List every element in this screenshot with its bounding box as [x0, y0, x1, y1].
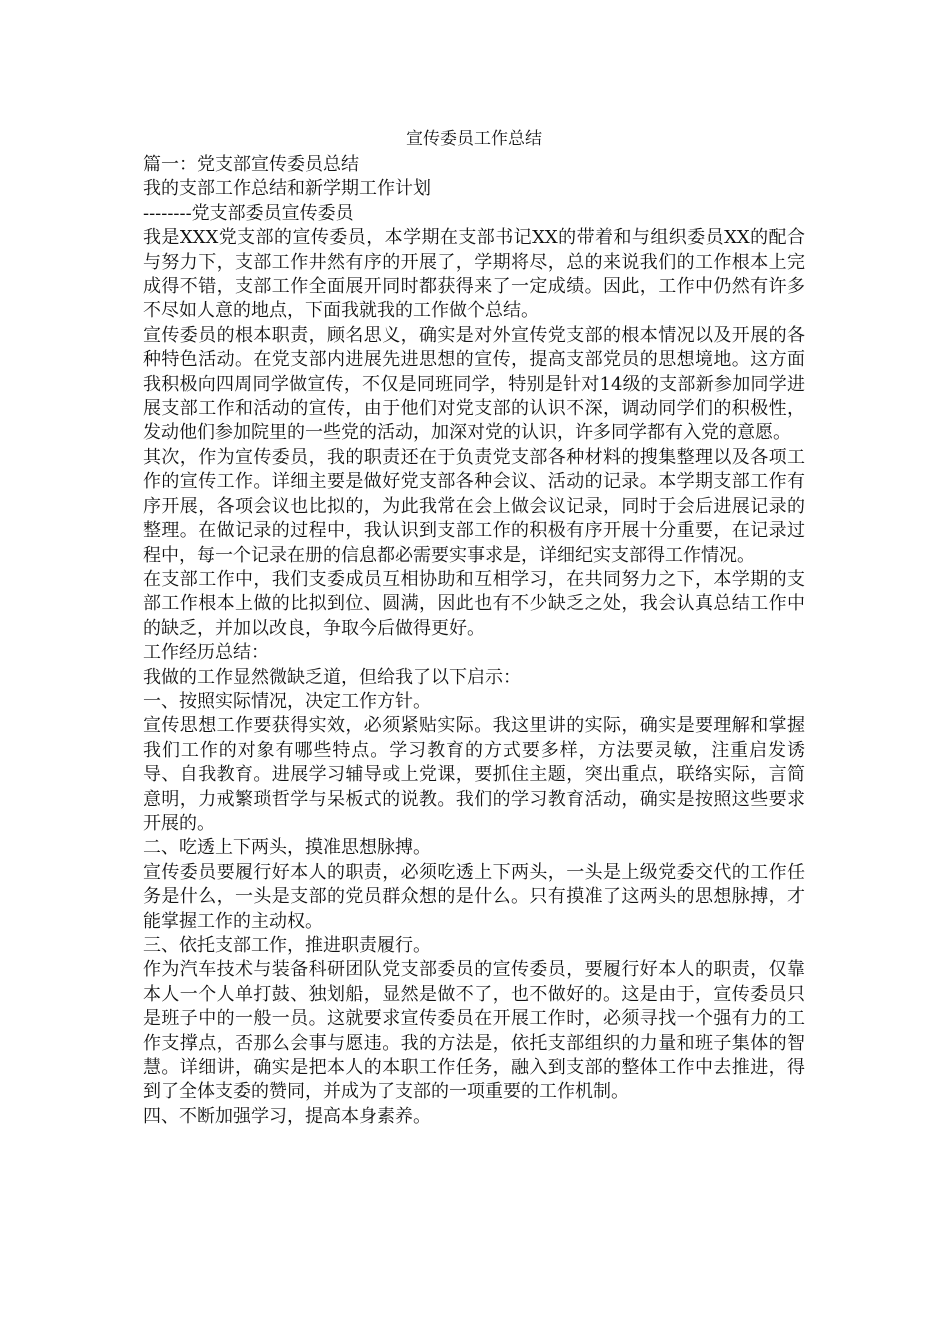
paragraph: 篇一：党支部宣传委员总结	[143, 154, 359, 175]
paragraph: 宣传思想工作要获得实效，必须紧贴实际。我这里讲的实际，确实是要理解和掌握我们工作的对象有哪些特点。学习教育的方式要多样，方法要灵敏，注重启发诱导、自我教育。进展学习辅导或上党课，要抓住主题，突出重点，联络实际，言简意明，力戒繁琐哲学与呆板式的说教。我们的学习教育活动，确实是按照这些要求开展的。	[143, 715, 805, 834]
paragraph: 我的支部工作总结和新学期工作计划	[143, 178, 431, 200]
document-body	[143, 153, 805, 1129]
paragraph: 我是XXX党支部的宣传委员，本学期在支部书记XX的带着和与组织委员XX的配合与努力下，支部工作井然有序的开展了，学期将尽，总的来说我们的工作根本上完成得不错，支部工作全面展开同时都获得来了一定成绩。因此，工作中仍然有许多不尽如人意的地点，下面我就我的工作做个总结。	[143, 227, 805, 322]
document-title: 宣传委员工作总结	[406, 129, 542, 149]
paragraph: 宣传委员要履行好本人的职责，必须吃透上下两头，一头是上级党委交代的工作任务是什么，一头是支部的党员群众想的是什么。只有摸准了这两头的思想脉搏，才能掌握工作的主动权。	[143, 861, 805, 932]
document-page	[143, 127, 805, 1129]
paragraph: 作为汽车技术与装备科研团队党支部委员的宣传委员，要履行好本人的职责，仅靠本人一个人单打鼓、独划船，显然是做不了，也不做好的。这是由于，宣传委员只是班子中的一般一员。这就要求宣传委员在开展工作时，必须寻找一个强有力的工作支撑点，否那么会事与愿违。我的方法是，依托支部组织的力量和班子集体的智慧。详细讲，确实是把本人的本职工作任务，融入到支部的整体工作中去推进，得到了全体支委的赞同，并成为了支部的一项重要的工作机制。	[143, 959, 805, 1103]
paragraph: 一、按照实际情况，决定工作方针。	[143, 690, 431, 712]
paragraph: 二、吃透上下两头，摸准思想脉搏。	[143, 837, 431, 859]
paragraph: 宣传委员的根本职责，顾名思义，确实是对外宣传党支部的根本情况以及开展的各种特色活动。在党支部内进展先进思想的宣传，提高支部党员的思想境地。这方面我积极向四周同学做宣传，不仅是同班同学，特别是针对14级的支部新参加同学进展支部工作和活动的宣传，由于他们对党支部的认识不深，调动同学们的积极性，发动他们参加院里的一些党的活动，加深对党的认识，许多同学都有入党的意愿。	[143, 324, 805, 444]
paragraph: --------党支部委员宣传委员	[143, 202, 354, 224]
paragraph: 三、依托支部工作，推进职责履行。	[143, 935, 431, 956]
paragraph: 我做的工作显然微缺乏道，但给我了以下启示：	[143, 666, 521, 688]
paragraph: 工作经历总结：	[143, 642, 269, 664]
paragraph: 四、不断加强学习，提高本身素养。	[143, 1105, 431, 1127]
paragraph: 在支部工作中，我们支委成员互相协助和互相学习，在共同努力之下，本学期的支部工作根本上做的比拟到位、圆满，因此也有不少缺乏之处，我会认真总结工作中的缺乏，并加以改良，争取今后做得更好。	[143, 568, 805, 639]
paragraph: 其次，作为宣传委员，我的职责还在于负责党支部各种材料的搜集整理以及各项工作的宣传工作。详细主要是做好党支部各种会议、活动的记录。本学期支部工作有序开展，各项会议也比拟的，为此我常在会上做会议记录，同时于会后进展记录的整理。在做记录的过程中，我认识到支部工作的积极有序开展十分重要，在记录过程中，每一个记录在册的信息都必需要实事求是，详细纪实支部得工作情况。	[143, 446, 805, 566]
